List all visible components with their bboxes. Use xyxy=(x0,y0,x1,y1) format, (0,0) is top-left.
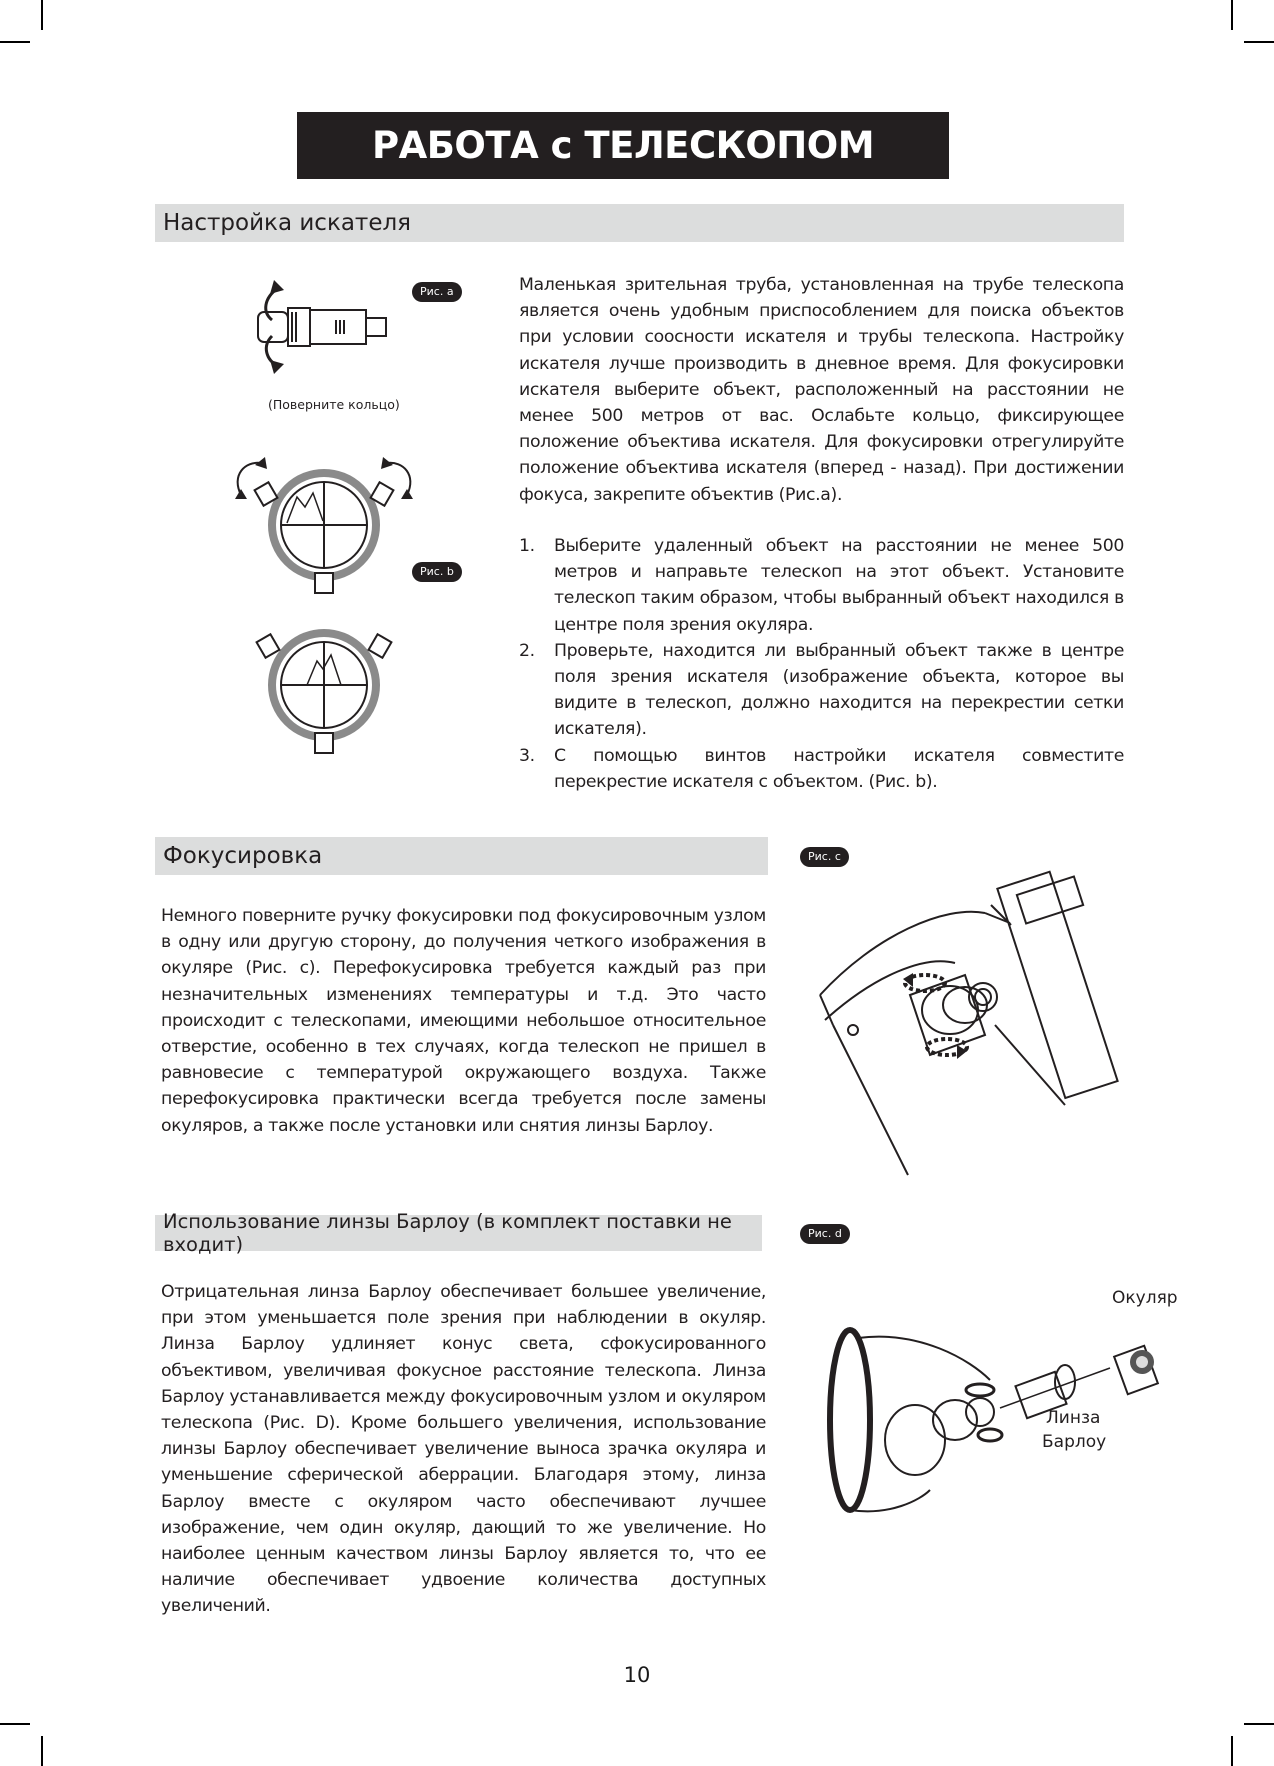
finder-reticle-illustration-1 xyxy=(225,455,425,615)
focus-text xyxy=(161,903,766,1139)
finder-intro-text xyxy=(519,272,1124,508)
barlow-lens-illustration xyxy=(820,1320,1150,1520)
list-item: 1. Выберите удаленный объект на расстоянии не менее 500 метров и направьте телескоп на этот объект. Установите телескоп таким образом, чтобы выбранный объект находился в центре поля зрения окуляра. xyxy=(519,536,1124,635)
focus-paragraph: Немного поверните ручку фокусировки под фокусировочным узлом в одну или другую сторону, до получения четкого изображения в окуляре (Рис. с). Перефокусировка требуется каждый раз при незначительных изменениях температуры и т.д. Это часто происходит с телескопами, имеющими небольшое относительное отверстие, особенно в тех случаях, когда телескоп не пришел в равновесие с температурой окружающего воздуха. Также перефокусировка практически всегда требуется после замены окуляров, а также после установки или снятия линзы Барлоу. xyxy=(161,906,766,1136)
barlow-label-line-2: Барлоу xyxy=(1042,1432,1107,1452)
crop-mark xyxy=(1244,41,1274,43)
section-heading-barlow: Использование линзы Барлоу (в комплект поставки не входит) xyxy=(155,1215,762,1251)
figure-d-badge: Рис. d xyxy=(800,1224,850,1244)
crop-mark xyxy=(41,1736,43,1766)
section-heading-focus: Фокусировка xyxy=(155,837,768,875)
figure-a-badge: Рис. a xyxy=(412,282,462,302)
barlow-text xyxy=(161,1279,766,1620)
figure-b-badge: Рис. b xyxy=(412,562,462,582)
crop-mark xyxy=(1231,0,1233,30)
focuser-illustration xyxy=(815,855,1135,1175)
figure-c-badge: Рис. c xyxy=(800,847,849,867)
finder-scope-illustration xyxy=(240,270,420,380)
crop-mark xyxy=(0,41,30,43)
page-number: 10 xyxy=(623,1663,651,1687)
crop-mark xyxy=(0,1723,30,1725)
crop-mark xyxy=(1231,1736,1233,1766)
eyepiece-label: Окуляр xyxy=(1112,1288,1178,1308)
list-item: 3. С помощью винтов настройки искателя совместите перекрестие искателя с объектом. (Рис. b). xyxy=(519,745,1124,792)
list-item: 2. Проверьте, находится ли выбранный объект также в центре поля зрения искателя (изображение объекта, которое вы видите в телескоп, должно находится на перекрестии сетки искателя). xyxy=(519,640,1124,740)
barlow-paragraph: Отрицательная линза Барлоу обеспечивает большее увеличение, при этом уменьшается поле зрения при наблюдении в окуляр. Линза Барлоу удлиняет конус света, сфокусированного объективом, увеличивая фокусное расстояние телескопа. Линза Барлоу устанавливается между фокусировочным узлом и окуляром телескопа (Рис. D). Кроме большего увеличения, использование линзы Барлоу обеспечивает увеличение выноса зрачка окуляра и уменьшение сферической аберрации. Благодаря этому, линза Барлоу вместе с окуляром часто обеспечивают лучшее изображение, чем один окуляр, дающий то же увеличение. Но наиболее ценным качеством линзы Барлоу является то, что ее наличие обеспечивает удвоение количества доступных увеличений. xyxy=(161,1282,766,1617)
figure-a-caption: (Поверните кольцо) xyxy=(268,397,400,412)
section-heading-finder: Настройка искателя xyxy=(155,204,1124,242)
finder-reticle-illustration-2 xyxy=(225,625,425,765)
crop-mark xyxy=(1244,1723,1274,1725)
crop-mark xyxy=(41,0,43,30)
barlow-label-line-1: Линза xyxy=(1046,1408,1101,1428)
page-title: РАБОТА с ТЕЛЕСКОПОМ xyxy=(297,112,949,179)
finder-steps xyxy=(519,533,1124,795)
finder-intro-paragraph: Маленькая зрительная труба, установленная на трубе телескопа является очень удобным приспособлением для поиска объектов при условии соосности искателя и трубы телескопа. Настройку искателя лучше производить в дневное время. Для фокусировки искателя выберите объект, расположенный на расстоянии не менее 500 метров от вас. Ослабьте кольцо, фиксирующее положение объектива искателя. Для фокусировки отрегулируйте положение объектива искателя (вперед - назад). При достижении фокуса, закрепите объектив (Рис.а). xyxy=(519,275,1124,505)
